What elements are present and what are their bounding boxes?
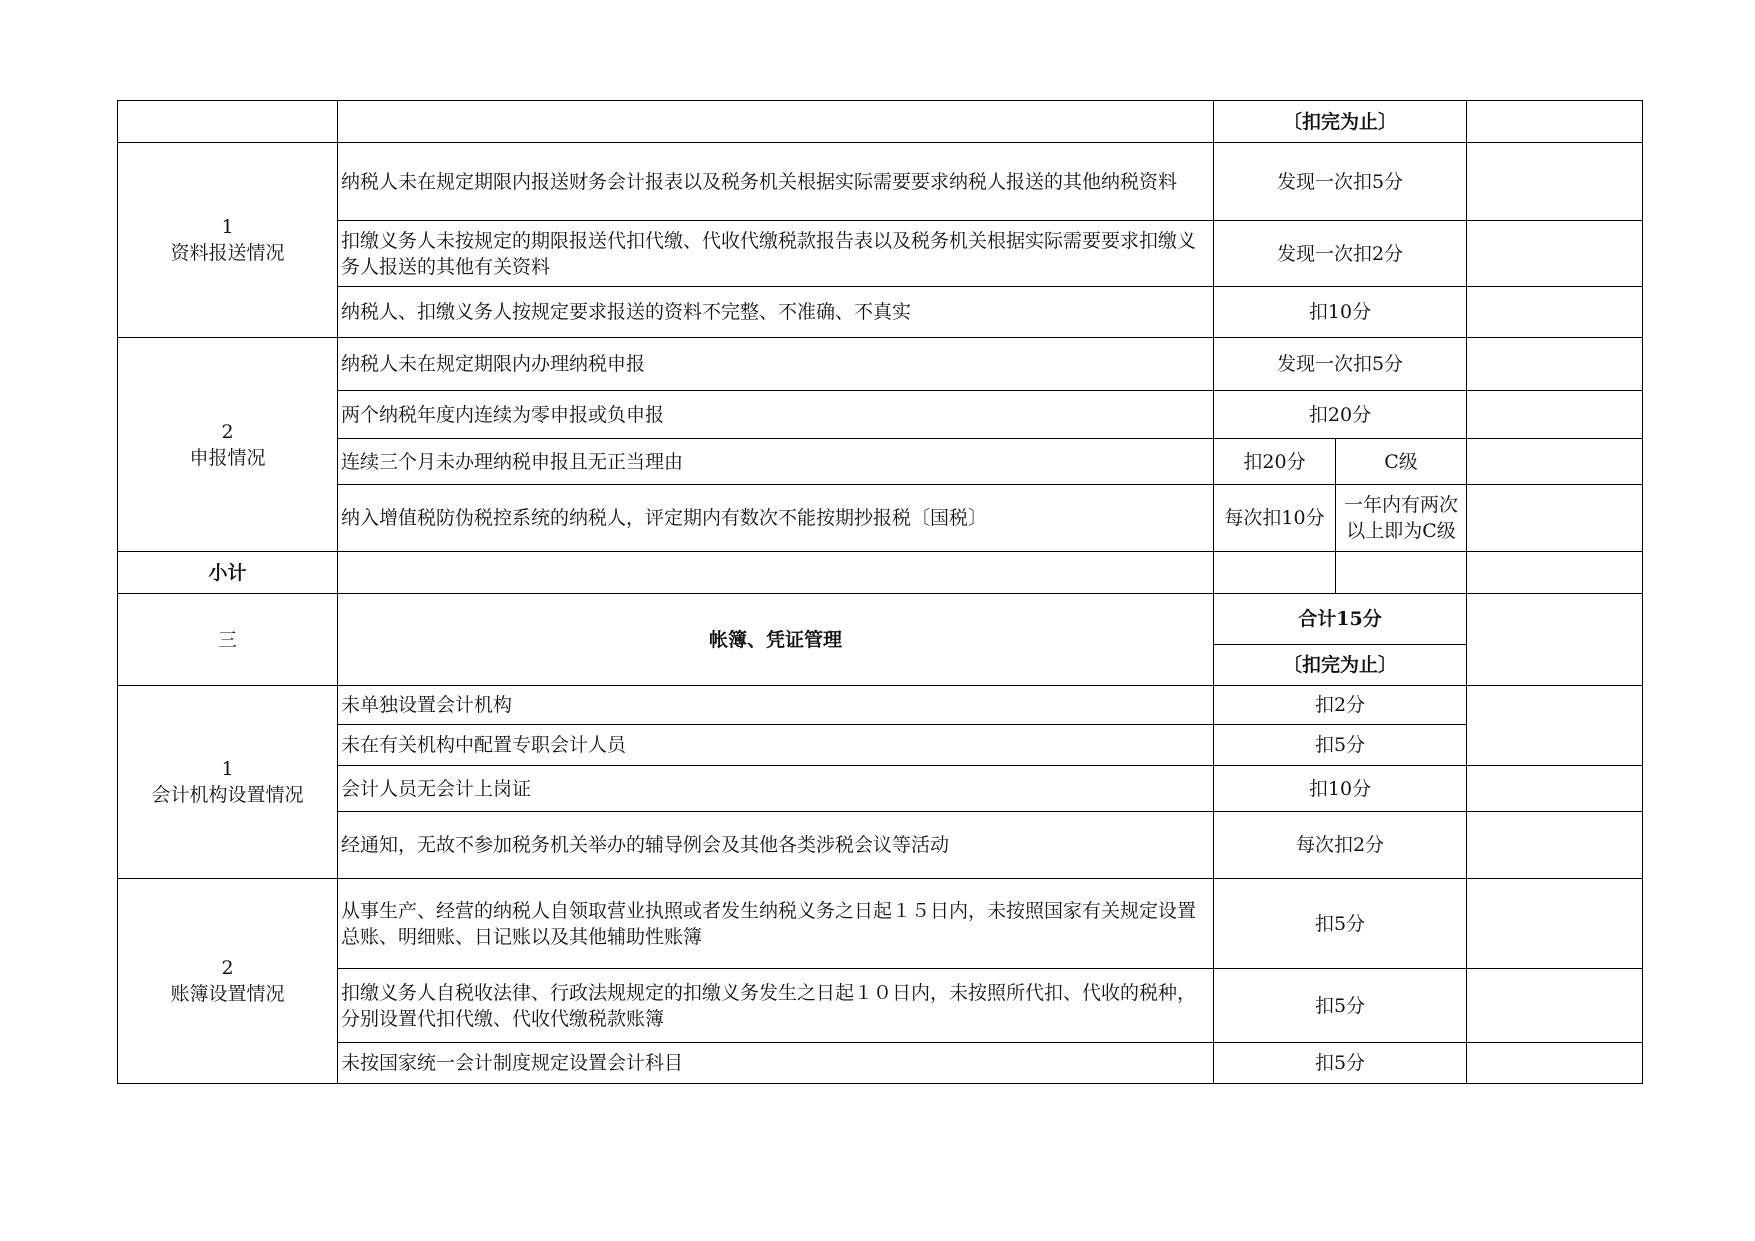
- category-cell: [118, 143, 338, 338]
- item-score: 发现一次扣5分: [1214, 338, 1467, 391]
- item-score: 扣2分: [1214, 686, 1467, 725]
- item-description: 从事生产、经营的纳税人自领取营业执照或者发生纳税义务之日起１５日内，未按照国家有关规定设置总账、明细账、日记账以及其他辅助性账簿: [338, 879, 1214, 969]
- item-score: 扣10分: [1214, 766, 1467, 812]
- item-score: 扣20分: [1214, 391, 1467, 439]
- table-row: [118, 594, 1643, 645]
- item-description: 扣缴义务人自税收法律、行政法规规定的扣缴义务发生之日起１０日内，未按照所代扣、代收的税种，分别设置代扣代缴、代收代缴税款账簿: [338, 969, 1214, 1043]
- item-score: 扣5分: [1214, 879, 1467, 969]
- item-score: 扣10分: [1214, 287, 1467, 338]
- item-score: 每次扣10分: [1214, 485, 1336, 552]
- section-title: 帐簿、凭证管理: [338, 594, 1214, 686]
- table-row: [118, 766, 1643, 812]
- item-description: 会计人员无会计上岗证: [338, 766, 1214, 812]
- category-cell: [118, 686, 338, 879]
- item-description: 扣缴义务人未按规定的期限报送代扣代缴、代收代缴税款报告表以及税务机关根据实际需要要求扣缴义务人报送的其他有关资料: [338, 221, 1214, 287]
- item-score: 发现一次扣2分: [1214, 221, 1467, 287]
- item-description: 纳税人、扣缴义务人按规定要求报送的资料不完整、不准确、不真实: [338, 287, 1214, 338]
- table-row: [118, 552, 1643, 594]
- item-description: 未单独设置会计机构: [338, 686, 1214, 725]
- item-score: 发现一次扣5分: [1214, 143, 1467, 221]
- item-score: 扣20分: [1214, 439, 1336, 485]
- table-row: [118, 725, 1643, 766]
- item-score: 扣5分: [1214, 1043, 1467, 1084]
- deduction-note: 〔扣完为止〕: [1214, 101, 1467, 143]
- subtotal-label: 小计: [118, 552, 338, 594]
- item-description: 纳税人未在规定期限内报送财务会计报表以及税务机关根据实际需要要求纳税人报送的其他纳税资料: [338, 143, 1214, 221]
- category-name: 账簿设置情况: [170, 983, 285, 1005]
- table-row: [118, 101, 1643, 143]
- table-row: [118, 879, 1643, 969]
- item-description: 未在有关机构中配置专职会计人员: [338, 725, 1214, 766]
- table-row: [118, 391, 1643, 439]
- category-cell: [118, 879, 338, 1084]
- item-description: 未按国家统一会计制度规定设置会计科目: [338, 1043, 1214, 1084]
- category-cell: [118, 338, 338, 552]
- section-number: 三: [118, 594, 338, 686]
- item-score: 扣5分: [1214, 969, 1467, 1043]
- scoring-table: [117, 100, 1643, 1084]
- table-row: [118, 221, 1643, 287]
- item-description: 两个纳税年度内连续为零申报或负申报: [338, 391, 1214, 439]
- table-row: [118, 338, 1643, 391]
- table-row: [118, 812, 1643, 879]
- item-description: 纳入增值税防伪税控系统的纳税人，评定期内有数次不能按期抄报税〔国税〕: [338, 485, 1214, 552]
- category-number: 1: [221, 758, 234, 780]
- item-description: 纳税人未在规定期限内办理纳税申报: [338, 338, 1214, 391]
- item-score: 扣5分: [1214, 725, 1467, 766]
- table-row: [118, 1043, 1643, 1084]
- item-score: 每次扣2分: [1214, 812, 1467, 879]
- item-description: 经通知，无故不参加税务机关举办的辅导例会及其他各类涉税会议等活动: [338, 812, 1214, 879]
- category-name: 会计机构设置情况: [151, 784, 304, 806]
- category-number: 1: [221, 216, 234, 238]
- item-grade: 一年内有两次以上即为C级: [1336, 485, 1467, 552]
- table-row: [118, 686, 1643, 725]
- table-row: [118, 439, 1643, 485]
- category-number: 2: [221, 957, 234, 979]
- category-name: 申报情况: [189, 446, 266, 469]
- table-row: [118, 485, 1643, 552]
- section-total: 合计15分: [1214, 594, 1467, 645]
- deduction-note: 〔扣完为止〕: [1214, 645, 1467, 686]
- item-grade: C级: [1336, 439, 1467, 485]
- table-row: [118, 969, 1643, 1043]
- item-description: 连续三个月未办理纳税申报且无正当理由: [338, 439, 1214, 485]
- table-row: [118, 287, 1643, 338]
- table-row: [118, 143, 1643, 221]
- category-name: 资料报送情况: [170, 242, 285, 264]
- category-number: 2: [221, 420, 234, 443]
